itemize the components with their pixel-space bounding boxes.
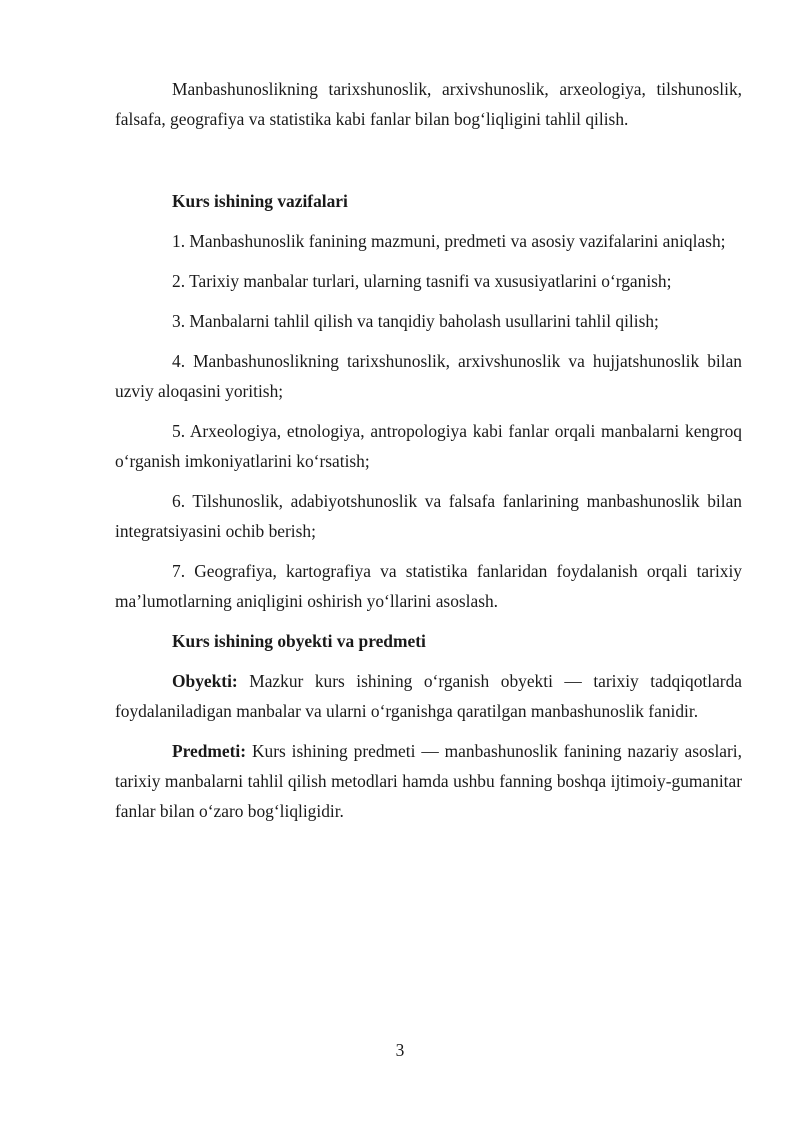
tasks-heading: Kurs ishining vazifalari [172, 191, 348, 211]
object-label: Obyekti: [172, 671, 238, 691]
object-paragraph [115, 666, 742, 726]
task-item-5: 5. Arxeologiya, etnologiya, antropologiya kabi fanlar orqali manbalarni kengroq o‘rganish imkoniyatlarini ko‘rsatish; [115, 421, 742, 471]
subject-text: Kurs ishining predmeti — manbashunoslik fanining nazariy asoslari, tarixiy manbalarni tahlil qilish metodlari hamda ushbu fanning boshqa ijtimoiy-gumanitar fanlar bilan o‘zaro bog‘liqligidir. [115, 741, 742, 821]
object-text: Mazkur kurs ishining o‘rganish obyekti — tarixiy tadqiqotlarda foydalaniladigan manbalar va ularni o‘rganishga qaratilgan manbashunoslik fanidir. [115, 671, 743, 721]
task-item-7: 7. Geografiya, kartografiya va statistika fanlaridan foydalanish orqali tarixiy ma’lumotlarning aniqligini oshirish yo‘llarini asoslash. [115, 561, 742, 611]
task-item-2: 2. Tarixiy manbalar turlari, ularning tasnifi va xususiyatlarini o‘rganish; [172, 271, 672, 291]
task-item-1: 1. Manbashunoslik fanining mazmuni, predmeti va asosiy vazifalarini aniqlash; [172, 231, 726, 251]
subject-paragraph [115, 736, 742, 826]
subject-label: Predmeti: [172, 741, 247, 761]
intro-paragraph: Manbashunoslikning tarixshunoslik, arxivshunoslik, arxeologiya, tilshunoslik, falsafa, geografiya va statistika kabi fanlar bilan bog‘liqligini tahlil qilish. [115, 79, 742, 129]
task-item-6: 6. Tilshunoslik, adabiyotshunoslik va falsafa fanlarining manbashunoslik bilan integratsiyasini ochib berish; [115, 491, 742, 541]
object-subject-heading: Kurs ishining obyekti va predmeti [172, 631, 426, 651]
document-page [115, 74, 742, 826]
spacer [115, 134, 742, 186]
task-item-4: 4. Manbashunoslikning tarixshunoslik, arxivshunoslik va hujjatshunoslik bilan uzviy aloqasini yoritish; [115, 351, 742, 401]
page-number: 3 [395, 1040, 405, 1060]
task-item-3: 3. Manbalarni tahlil qilish va tanqidiy baholash usullarini tahlil qilish; [172, 311, 659, 331]
